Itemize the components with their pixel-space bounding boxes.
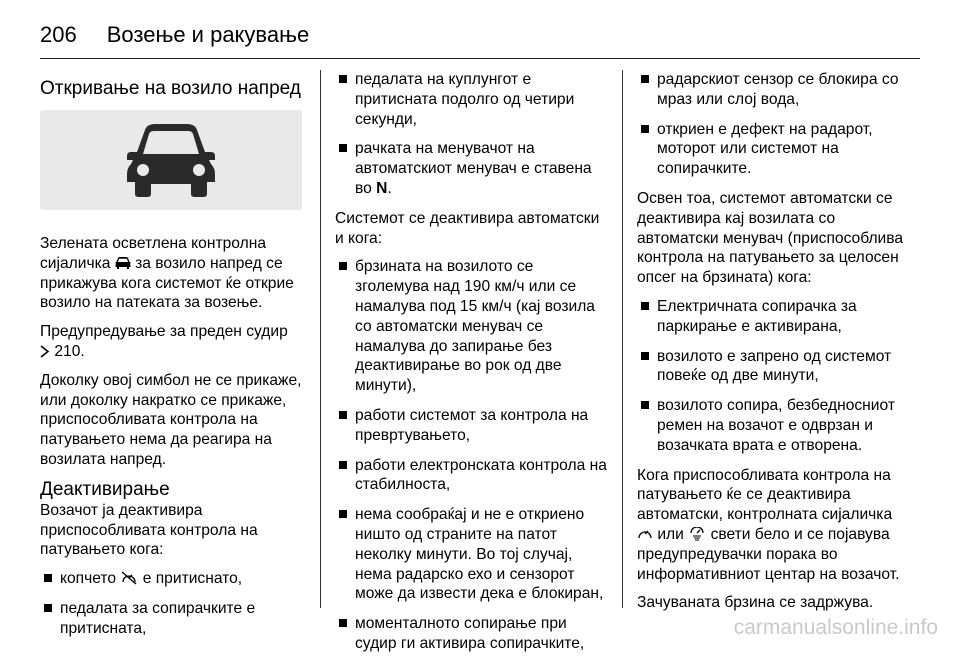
column-divider-2 — [622, 70, 623, 608]
list-item: моменталното сопирање при судир ги активира сопирачките, — [335, 614, 607, 654]
auto-deactivation-intro: Системот се деактивира автоматски и кога: — [335, 209, 600, 247]
list-item: педалата на куплунгот е притисната подолго од четири секунди, — [335, 70, 607, 129]
list-item: возилото е запрено од системот повеќе од две минути, — [637, 347, 909, 387]
car-front-icon — [123, 122, 219, 198]
auto-deactivation-list-continued — [637, 70, 909, 179]
no-symbol-paragraph: Доколку овој симбол не се прикаже, или доколку накратко се прикаже, приспособливата контрола на патувањето нема да реагира на возилата напред. — [40, 371, 302, 468]
list-item: нема сообраќај и не е откриено ништо од страните на патот неколку минути. Во тој случај, нема радарско ехо и сензорот може да извести дека е блокиран, — [335, 505, 607, 604]
deactivation-list — [40, 569, 305, 638]
deactivation-intro: Возачот ја деактивира приспособливата контрола на патувањето кога: — [40, 501, 258, 559]
header-divider — [40, 58, 920, 59]
section-title: Откривање на возило напред — [40, 78, 301, 99]
list-item: рачката на менувачот на автоматскиот менувач е ставена во N. — [335, 139, 607, 198]
neutral-gear-label: N — [376, 179, 388, 197]
column-3 — [637, 70, 909, 622]
vehicle-ahead-figure — [40, 110, 302, 210]
cruise-control-icon — [637, 527, 653, 541]
column-divider-1 — [320, 70, 321, 608]
watermark-text: carmanualsonline.info — [733, 616, 938, 639]
list-item: Електричната сопирачка за паркирање е активирана, — [637, 297, 909, 337]
car-indicator-icon — [115, 256, 131, 270]
chapter-title: Возење и ракување — [106, 22, 310, 47]
list-item: откриен е дефект на радарот, моторот или системот на сопирачките. — [637, 120, 909, 179]
list-item: работи системот за контрола на превртувањето, — [335, 406, 607, 446]
column-1 — [40, 70, 305, 649]
indicator-description: Зелената осветлена контролна сијаличка за возило напред се прикажува кога системот ќе открие возило на патеката за возење. — [40, 235, 294, 312]
list-item: копчето е притиснато, — [40, 569, 305, 589]
list-item: работи електронската контрола на стабилноста, — [335, 456, 607, 496]
page-number: 206 — [40, 22, 77, 47]
list-item: брзината на возилото се зголемува над 190 км/ч или се намалува под 15 км/ч (кај возила со автоматски менувач се намалува до запирање без деактивирање во рок од две минути), — [335, 257, 607, 396]
page-reference-icon — [40, 345, 50, 358]
cruise-cancel-icon — [120, 571, 138, 585]
full-speed-range-paragraph: Освен тоа, системот автоматски се деактивира кај возилата со автоматски менувач (приспособлива контрола на патувањето за целосен опсег на брзината) кога: — [637, 189, 904, 287]
collision-warning-reference: Предупредување за преден судир 210. — [40, 323, 288, 360]
page-header — [40, 20, 309, 50]
stored-speed-paragraph: Зачуваната брзина се задржува. — [637, 594, 874, 612]
deactivation-list-continued — [335, 70, 607, 199]
full-speed-range-list — [637, 297, 909, 456]
auto-deactivation-indicator-paragraph: Кога приспособливата контрола на патувањето ќе се деактивира автоматски, контролната сијаличка или свети бело и се појавува предупредувачки порака во информативниот центар на возачот. — [637, 466, 900, 583]
list-item: педалата за сопирачките е притисната, — [40, 599, 305, 639]
list-item: возилото сопира, безбедносниот ремен на возачот е одврзан и возачката врата е отворена. — [637, 396, 909, 455]
list-item: радарскиот сензор се блокира со мраз или слој вода, — [637, 70, 909, 110]
adaptive-cruise-icon — [688, 527, 706, 541]
deactivation-title: Деактивирање — [40, 478, 170, 500]
auto-deactivation-list — [335, 257, 607, 653]
column-2 — [335, 70, 607, 664]
